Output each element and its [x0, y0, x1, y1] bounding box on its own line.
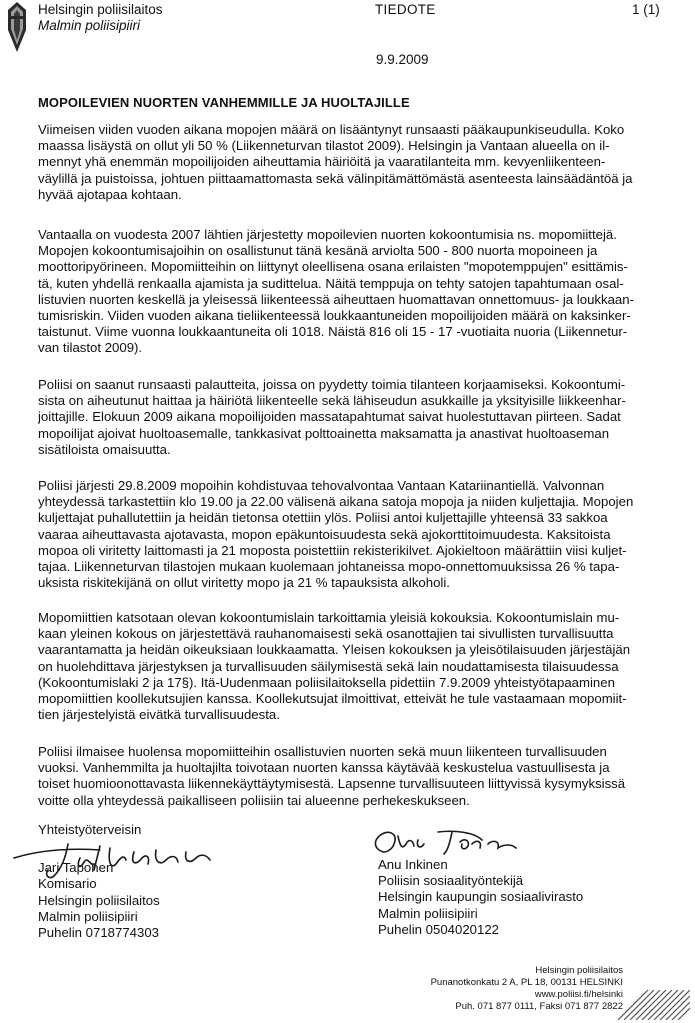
org-unit: Malmin poliisipiiri — [38, 18, 141, 33]
handwritten-signature-right — [364, 822, 524, 860]
text-line: tumisriskin. Viiden vuoden aikana tieliikenteessä loukkaantuneiden mopoilijoiden määrä on kaksinker- — [38, 308, 631, 324]
closing-greeting: Yhteistyöterveisin — [38, 822, 142, 837]
text-line: joittajille. Elokuun 2009 aikana mopoilijoiden massatapahtumat saivat huolestuttavan piirteen. Sadat — [38, 409, 621, 425]
document-date: 9.9.2009 — [376, 52, 429, 67]
text-line: van tilastot 2009). — [38, 340, 143, 356]
text-line: mopoa oli viritetty laittomasti ja 21 moposta poistettiin rekisterikilvet. Ajokieltoon määrättiin viisi kuljet- — [38, 542, 627, 558]
text-line: uksista riskitekijänä on ollut viritetty mopo ja 21 % tapauksista alkoholi. — [38, 575, 450, 591]
paragraph-3 — [38, 377, 670, 458]
text-line: mopomiittien koollekutsujien kanssa. Koollekutsujat ilmoittivat, etteivät he tule vastaamaan mopomiit- — [38, 691, 627, 707]
text-line: Viimeisen viiden vuoden aikana mopojen määrä on lisääntynyt runsaasti pääkaupunkiseudulla. Koko — [38, 122, 625, 137]
text-line: kuljettajat puhallutettiin ja heidän tietonsa otettiin ylös. Poliisi antoi kuljettajille yhteensä 33 sakkoa — [38, 510, 608, 526]
paragraph-2 — [38, 227, 670, 357]
text-line: tajaa. Liikenneturvan tilastojen mukaan kuolemaan johtaneissa mopo-onnettomuuksissa 26 % tapa- — [38, 559, 620, 575]
text-line: vaarantamatta ja heidän oikeuksiaan loukkaamatta. Yleisen kokouksen ja yleisötilaisuuden järjestäjän — [38, 642, 631, 658]
text-line: taistunut. Viime vuonna loukkaantuneita oli 1018. Näistä 816 oli 15 - 17 -vuotiaita nuoria (Liikennetur- — [38, 324, 628, 340]
text-line: väylillä ja puistoissa, johtuen piittaamattomasta sekä välinpitämättömästä asenteesta lainsäädäntöä ja — [38, 170, 633, 186]
text-line: mennyt yhä enemmän mopoilijoiden aiheuttamia häiriöitä ja vaaratilanteita mm. kevyenliikenteen- — [38, 154, 606, 170]
org-name: Helsingin poliisilaitos — [38, 2, 163, 17]
police-crest-logo — [4, 0, 30, 56]
signer-name: Anu Inkinen — [378, 857, 448, 872]
paragraph-6 — [38, 744, 670, 809]
footer-contact — [431, 965, 623, 1013]
paragraph-4 — [38, 478, 670, 591]
document-type: TIEDOTE — [375, 2, 436, 17]
signature-block-right — [378, 857, 583, 938]
text-line: Vantaalla on vuodesta 2007 lähtien järjestetty mopoilevien nuorten kokoontumisia ns. mopomiittejä. — [38, 227, 617, 242]
signer-org: Helsingin kaupungin sosiaalivirasto — [378, 889, 584, 905]
text-line: toiset huomioonottavasta liikennekäyttäytymisestä. Lapsenne turvallisuuteen liittyvissä kysymyksissä — [38, 776, 626, 792]
signer-org: Helsingin poliisilaitos — [38, 892, 160, 908]
text-line: tä, kuten yhdellä renkaalla ajamista ja sudittelua. Näitä temppuja on tehty satojen tapahtumaan osal- — [38, 275, 624, 291]
text-line: Mopomiittien katsotaan olevan kokoontumislain tarkoittamia yleisiä kokouksia. Kokoontumislain mu- — [38, 610, 620, 625]
footer-org: Helsingin poliisilaitos — [535, 965, 623, 976]
text-line: listuvien nuorten keskellä ja yleisessä liikenteessä aiheuttaen huomattavan onnettomuus- ja loukkaan- — [38, 291, 634, 307]
text-line: yhteydessä tarkastettiin klo 19.00 ja 22.00 välisenä aikana satoja mopoja ja niiden kuljettajia. Mopojen — [38, 494, 634, 510]
paragraph-1 — [38, 122, 670, 203]
text-line: mopoilijat ajoivat huoltoasemalle, tankkasivat polttoainetta maksamatta ja anastivat huoltoaseman — [38, 425, 610, 441]
text-line: sista on aiheutunut haittaa ja häiriötä liikenteelle sekä lähiseudun asukkaille ja yksityisille liikkeenhar- — [38, 393, 626, 409]
text-line: Poliisi ilmaisee huolensa mopomiitteihin osallistuvien nuorten sekä muun liikenteen turvallisuuden — [38, 744, 607, 759]
signer-phone: Puhelin 0504020122 — [378, 921, 499, 937]
text-line: vaaraa aiheuttavasta ajotavasta, mopon epäkuntoisuudesta sekä ajokorttitoimuudesta. Kaksitoista — [38, 526, 611, 542]
text-line: moottoripyörineen. Mopomiitteihin on liittynyt oleellisena osana erilaisten "mopotemppujen" esittämis- — [38, 259, 628, 275]
footer-address: Punanotkonkatu 2 A, PL 18, 00131 HELSINKI — [430, 977, 623, 988]
page-number: 1 (1) — [632, 2, 660, 17]
text-line: sisätiloista omaisuutta. — [38, 441, 171, 457]
text-line: (Kokoontumislaki 2 ja 17§). Itä-Uudenmaan poliisilaitoksella pidettiin 7.9.2009 yhteistyötapaaminen — [38, 674, 615, 690]
signer-title: Poliisin sosiaalityöntekijä — [378, 873, 524, 889]
text-line: maassa lisäystä on ollut yli 50 % (Liikenneturvan tilastot 2009). Helsingin ja Vantaan alueella on il- — [38, 138, 610, 154]
text-line: vuoksi. Vanhemmilta ja huoltajilta toivotaan nuorten kanssa käytävää keskustelua vastuullisesta ja — [38, 760, 610, 776]
text-line: Mopojen kokoontumisajoihin on osallistunut tänä kesänä arviolta 500 - 800 nuorta mopoineen ja — [38, 243, 598, 259]
text-line: Poliisi on saanut runsaasti palautteita, joissa on pyydetty toimia tilanteen korjaamiseksi. Kokoontumi- — [38, 377, 626, 392]
footer-phone-fax: Puh. 071 877 0111, Faksi 071 877 2822 — [455, 1001, 623, 1012]
signer-name: Jari Taponen — [38, 860, 114, 876]
header-org — [38, 2, 163, 34]
text-line: voitte olla yhteydessä paikalliseen poliisiin tai alueenne perhekeskukseen. — [38, 792, 470, 808]
text-line: hyvää ajotapaa kohtaan. — [38, 186, 182, 202]
text-line: kaan yleinen kokous on järjestettävä rauhanomaisesti sekä osanottajien tai sivullisten turvallisuutta — [38, 626, 614, 642]
decorative-stripes — [618, 990, 690, 1020]
text-line: tien järjestelyistä eivätkä turvallisuudesta. — [38, 707, 280, 723]
handwritten-signature-left — [10, 836, 220, 880]
signer-unit: Malmin poliisipiiri — [38, 908, 138, 924]
page-title: MOPOILEVIEN NUORTEN VANHEMMILLE JA HUOLTAJILLE — [38, 95, 410, 110]
signer-unit: Malmin poliisipiiri — [378, 905, 478, 921]
paragraph-5 — [38, 610, 670, 723]
signer-phone: Puhelin 0718774303 — [38, 925, 159, 941]
text-line: on huolehdittava järjestyksen ja turvallisuuden säilymisestä sekä lain noudattamisesta tilaisuudessa — [38, 658, 619, 674]
signer-title: Komisario — [38, 876, 97, 892]
footer-web: www.poliisi.fi/helsinki — [534, 989, 623, 1000]
text-line: Poliisi järjesti 29.8.2009 mopoihin kohdistuvaa tehovalvontaa Vantaan Katariinantiellä. Valvonnan — [38, 478, 605, 493]
